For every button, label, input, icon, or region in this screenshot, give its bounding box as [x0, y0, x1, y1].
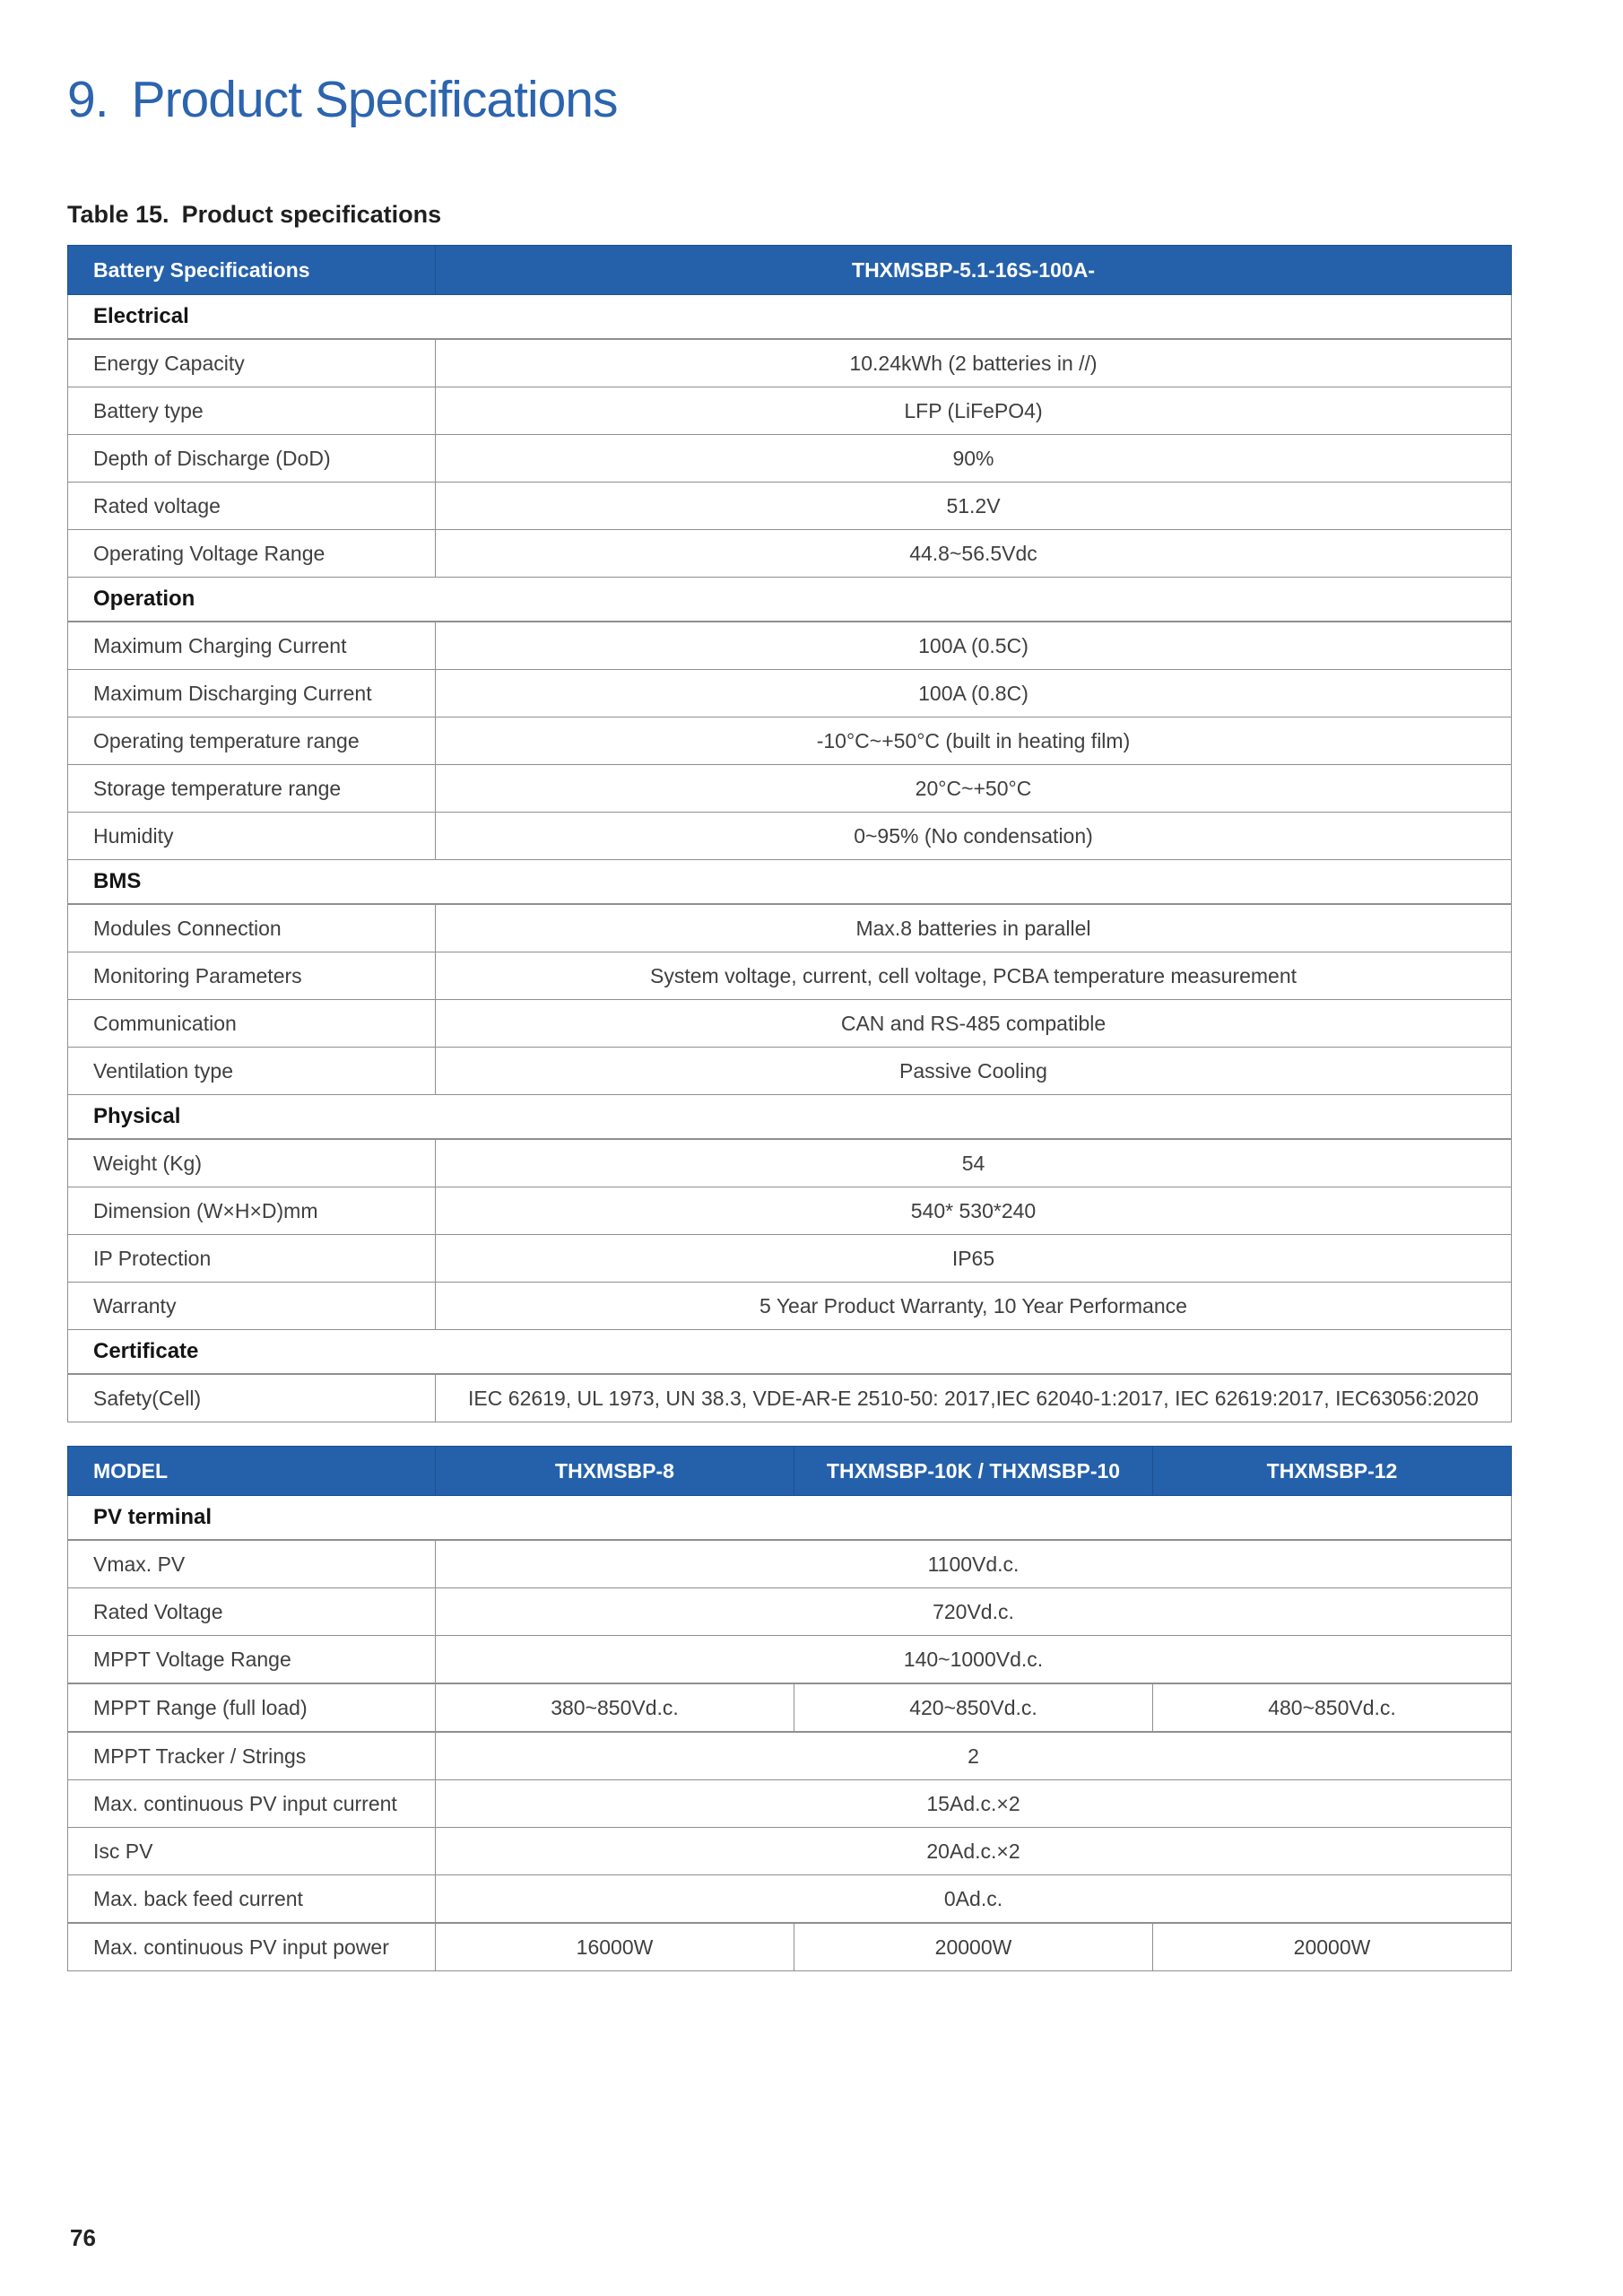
table-row: [68, 1283, 1512, 1330]
page-title-text: Product Specifications: [131, 71, 618, 128]
spec-row-value: 16000W: [436, 1923, 794, 1971]
spec-row-value: Passive Cooling: [436, 1048, 1512, 1095]
spec-row-value: 44.8~56.5Vdc: [436, 530, 1512, 578]
spec-row-value: 20Ad.c.×2: [436, 1828, 1512, 1875]
model-table-header-label: MODEL: [68, 1447, 436, 1496]
section-header: Physical: [68, 1095, 1512, 1140]
spec-row-value: Max.8 batteries in parallel: [436, 904, 1512, 952]
model-table-header-model-1: THXMSBP-8: [436, 1447, 794, 1496]
spec-row-value: System voltage, current, cell voltage, PCBA temperature measurement: [436, 952, 1512, 1000]
spec-row-value: 51.2V: [436, 483, 1512, 530]
spec-row-label: IP Protection: [68, 1235, 436, 1283]
spec-row-label: Rated Voltage: [68, 1588, 436, 1636]
table-row: [68, 1235, 1512, 1283]
table-row: [68, 622, 1512, 670]
table-row: [68, 530, 1512, 578]
spec-row-value: CAN and RS-485 compatible: [436, 1000, 1512, 1048]
spec-row-value: 1100Vd.c.: [436, 1540, 1512, 1588]
section-row-bms: [68, 860, 1512, 905]
table-row: [68, 483, 1512, 530]
table-row: [68, 1875, 1512, 1924]
table-row: [68, 1374, 1512, 1422]
spec-row-label: Max. back feed current: [68, 1875, 436, 1924]
spec-row-value: 15Ad.c.×2: [436, 1780, 1512, 1828]
table-row: [68, 1048, 1512, 1095]
spec-row-label: Operating temperature range: [68, 718, 436, 765]
spec-row-label: Maximum Charging Current: [68, 622, 436, 670]
page-title-number: 9.: [67, 71, 108, 128]
section-header: Certificate: [68, 1330, 1512, 1375]
battery-table-header-row: [68, 246, 1512, 295]
spec-row-label: Storage temperature range: [68, 765, 436, 813]
section-header: BMS: [68, 860, 1512, 905]
table-caption: [67, 201, 441, 229]
spec-row-label: Max. continuous PV input current: [68, 1780, 436, 1828]
table-row: [68, 670, 1512, 718]
model-table-header-model-3: THXMSBP-12: [1153, 1447, 1512, 1496]
spec-row-value: 540* 530*240: [436, 1187, 1512, 1235]
table-row: [68, 1780, 1512, 1828]
spec-row-label: Communication: [68, 1000, 436, 1048]
spec-row-value: 380~850Vd.c.: [436, 1683, 794, 1732]
spec-row-value: 54: [436, 1139, 1512, 1187]
section-row-electrical: [68, 295, 1512, 340]
section-header: PV terminal: [68, 1496, 1512, 1541]
section-row-pv-terminal: [68, 1496, 1512, 1541]
page-title: [67, 70, 618, 129]
spec-row-value: 20000W: [1153, 1923, 1512, 1971]
spec-row-label: Monitoring Parameters: [68, 952, 436, 1000]
spec-row-value: 480~850Vd.c.: [1153, 1683, 1512, 1732]
section-header: Operation: [68, 578, 1512, 622]
spec-row-label: MPPT Range (full load): [68, 1683, 436, 1732]
table-row: [68, 1732, 1512, 1780]
model-table-header-model-2: THXMSBP-10K / THXMSBP-10: [794, 1447, 1153, 1496]
section-row-operation: [68, 578, 1512, 622]
table-row: [68, 1540, 1512, 1588]
section-header: Electrical: [68, 295, 1512, 340]
spec-row-value: 10.24kWh (2 batteries in //): [436, 339, 1512, 387]
spec-row-label: Dimension (W×H×D)mm: [68, 1187, 436, 1235]
battery-table-header-label: Battery Specifications: [68, 246, 436, 295]
table-row: [68, 765, 1512, 813]
model-spec-table: [67, 1446, 1512, 1971]
spec-row-label: Safety(Cell): [68, 1374, 436, 1422]
table-row: [68, 1683, 1512, 1732]
table-caption-text: Product specifications: [181, 201, 442, 228]
spec-row-label: Max. continuous PV input power: [68, 1923, 436, 1971]
spec-row-value: 0~95% (No condensation): [436, 813, 1512, 860]
table-row: [68, 718, 1512, 765]
spec-row-value: LFP (LiFePO4): [436, 387, 1512, 435]
spec-row-label: Rated voltage: [68, 483, 436, 530]
table-row: [68, 387, 1512, 435]
spec-row-label: Modules Connection: [68, 904, 436, 952]
spec-row-value: 5 Year Product Warranty, 10 Year Performance: [436, 1283, 1512, 1330]
table-row: [68, 904, 1512, 952]
table-row: [68, 1588, 1512, 1636]
spec-row-value: 20°C~+50°C: [436, 765, 1512, 813]
table-row: [68, 1828, 1512, 1875]
spec-row-label: Warranty: [68, 1283, 436, 1330]
spec-row-label: Maximum Discharging Current: [68, 670, 436, 718]
spec-row-value: 140~1000Vd.c.: [436, 1636, 1512, 1684]
spec-row-label: Isc PV: [68, 1828, 436, 1875]
spec-row-value: 420~850Vd.c.: [794, 1683, 1153, 1732]
spec-row-label: MPPT Tracker / Strings: [68, 1732, 436, 1780]
spec-row-label: MPPT Voltage Range: [68, 1636, 436, 1684]
spec-row-label: Weight (Kg): [68, 1139, 436, 1187]
table-row: [68, 813, 1512, 860]
spec-row-label: Battery type: [68, 387, 436, 435]
spec-row-value: IEC 62619, UL 1973, UN 38.3, VDE-AR-E 2510-50: 2017,IEC 62040-1:2017, IEC 62619:2017, IEC63056:2020: [436, 1374, 1512, 1422]
spec-row-label: Humidity: [68, 813, 436, 860]
table-row: [68, 1000, 1512, 1048]
battery-spec-table: [67, 245, 1512, 1422]
spec-row-value: IP65: [436, 1235, 1512, 1283]
spec-row-value: 100A (0.8C): [436, 670, 1512, 718]
spec-row-label: Depth of Discharge (DoD): [68, 435, 436, 483]
table-caption-prefix: Table 15.: [67, 201, 169, 228]
spec-row-label: Vmax. PV: [68, 1540, 436, 1588]
page-number: 76: [70, 2224, 96, 2251]
table-row: [68, 1139, 1512, 1187]
spec-row-value: 2: [436, 1732, 1512, 1780]
section-row-certificate: [68, 1330, 1512, 1375]
spec-row-value: 90%: [436, 435, 1512, 483]
spec-row-value: -10°C~+50°C (built in heating film): [436, 718, 1512, 765]
table-row: [68, 952, 1512, 1000]
spec-row-label: Energy Capacity: [68, 339, 436, 387]
table-row: [68, 435, 1512, 483]
spec-row-value: 20000W: [794, 1923, 1153, 1971]
spec-row-value: 0Ad.c.: [436, 1875, 1512, 1924]
spec-row-label: Ventilation type: [68, 1048, 436, 1095]
spec-row-label: Operating Voltage Range: [68, 530, 436, 578]
model-table-header-row: [68, 1447, 1512, 1496]
table-row: [68, 339, 1512, 387]
section-row-physical: [68, 1095, 1512, 1140]
table-row: [68, 1636, 1512, 1684]
spec-row-value: 720Vd.c.: [436, 1588, 1512, 1636]
battery-table-header-model: THXMSBP-5.1-16S-100A-: [436, 246, 1512, 295]
table-row: [68, 1187, 1512, 1235]
table-row: [68, 1923, 1512, 1971]
spec-row-value: 100A (0.5C): [436, 622, 1512, 670]
